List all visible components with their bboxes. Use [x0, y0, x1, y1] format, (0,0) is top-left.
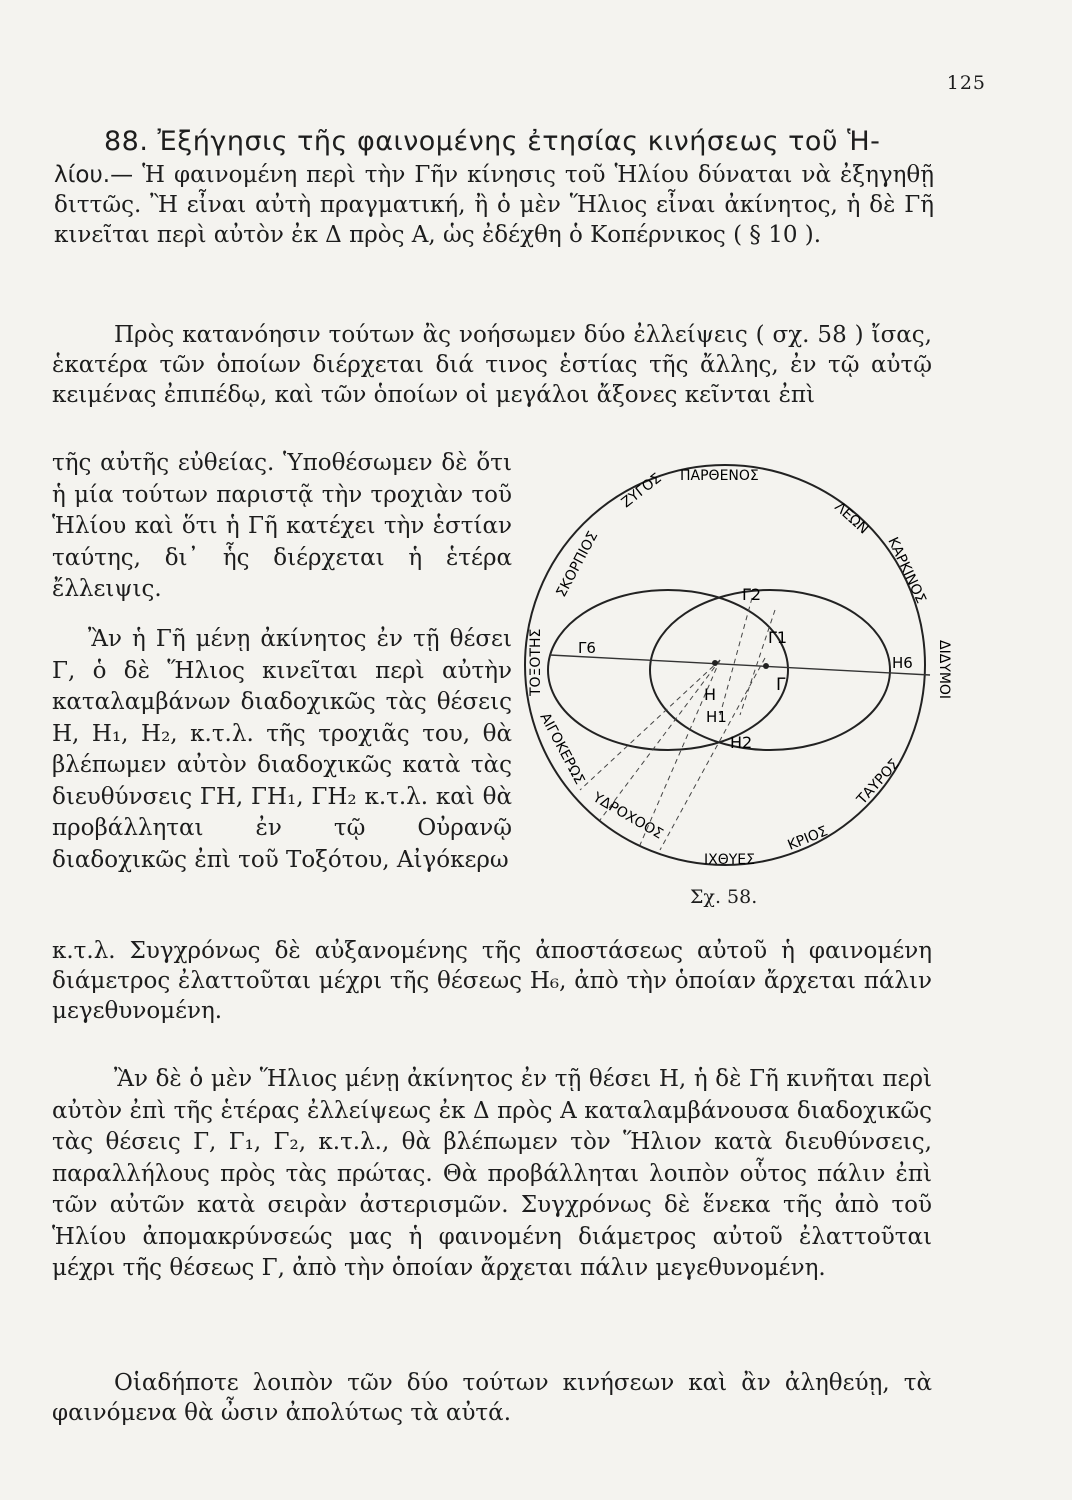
paragraph-5: Οἱαδήποτε λοιπὸν τῶν δύο τούτων κινήσεων καὶ ἂν ἀληθεύῃ, τὰ φαινόμενα θὰ ὦσιν ἀπολύτως τὰ αὐτά.	[52, 1370, 932, 1426]
section-title: 88. Ἐξήγησις τῆς φαινομένης ἐτησίας κινήσεως τοῦ Ἡ-	[104, 126, 881, 157]
zodiac-sagittarius: ΤΟΞΟΤΗΣ	[528, 628, 544, 696]
page-number: 125	[946, 72, 986, 94]
zodiac-cancer: ΚΑΡΚΙΝΟΣ	[884, 534, 929, 606]
paragraph-2: Πρὸς κατανόησιν τούτων ἂς νοήσωμεν δύο ἐλλείψεις ( σχ. 58 ) ἴσας, ἑκατέρα τῶν ὁποίων διέρχεται διά τινος ἑστίας τῆς ἄλλης, ἐν τῷ αὐτῷ κειμένας ἐπιπέδῳ, καὶ τῶν ὁποίων οἱ μεγάλοι ἄξονες κεῖνται ἐπὶ	[52, 322, 932, 408]
earth-orbit-ellipse	[548, 590, 788, 750]
column-text-2: Ἂν ἡ Γῆ μένῃ ἀκίνητος ἐν τῇ θέσει Γ, ὁ δὲ Ἥλιος κινεῖται περὶ αὐτὴν καταλαμβάνων διαδοχικῶς τὰς θέσεις Η, Η₁, Η₂, κ.τ.λ. τῆς τροχιᾶς του, θὰ βλέπωμεν αὐτὸν διαδοχικῶς κατὰ τὰς διευθύνσεις ΓΗ, ΓΗ₁, ΓΗ₂ κ.τ.λ. καὶ θὰ προβάλληται ἐν τῷ Οὐρανῷ διαδοχικῶς ἐπὶ τοῦ Τοξότου, Αἰγόκερω	[52, 626, 512, 873]
major-axis	[550, 655, 930, 675]
zodiac-aquarius: ΥΔΡΟΧΟΟΣ	[590, 789, 666, 843]
zodiac-gemini: ΔΙΔΥΜΟΙ	[936, 640, 952, 700]
paragraph-3: κ.τ.λ. Συγχρόνως δὲ αὐξανομένης τῆς ἀποστάσεως αὐτοῦ ἡ φαινομένη διάμετρος ἐλαττοῦται μέχρι τῆς θέσεως Η₆, ἀπὸ τὴν ὁποίαν ἄρχεται πάλιν μεγεθυνομένη.	[52, 938, 932, 1024]
label-g1: Γ1	[768, 628, 788, 647]
sight-line-6	[740, 610, 775, 715]
figure-58	[520, 460, 960, 930]
paragraph-4: Ἂν δὲ ὁ μὲν Ἥλιος μένῃ ἀκίνητος ἐν τῇ θέσει Η, ἡ δὲ Γῆ κινῆται περὶ αὐτὸν ἐπὶ τῆς ἑτέρας ἐλλείψεως ἐκ Δ πρὸς Α καταλαμβάνουσα διαδοχικῶς τὰς θέσεις Γ, Γ₁, Γ₂, κ.τ.λ., θὰ βλέπωμεν τὸν Ἥλιον κατὰ διευθύνσεις, παραλλήλους πρὸς τὰς πρώτας. Θὰ προβάλληται λοιπὸν οὗτος πάλιν ἐπὶ τῶν αὐτῶν κατὰ σειρὰν ἀστερισμῶν. Συγχρόνως δὲ ἕνεκα τῆς ἀπὸ τοῦ Ἡλίου ἀπομακρύνσεώς μας ἡ φαινομένη διάμετρος αὐτοῦ ἐλαττοῦται μέχρι τῆς θέσεως Γ, ἀπὸ τὴν ὁποίαν ἄρχεται πάλιν μεγεθυνομένη.	[52, 1066, 932, 1281]
label-h2: Η2	[730, 733, 753, 752]
zodiac-pisces: ΙΧΘΥΕΣ	[704, 852, 755, 868]
zodiac-aries: ΚΡΙΟΣ	[785, 823, 831, 854]
figure-caption: Σχ. 58.	[690, 886, 758, 908]
point-h	[712, 660, 718, 666]
paragraph-lead: λίου.—	[54, 162, 134, 188]
label-h6: Η6	[892, 654, 913, 672]
paragraph-1-text: Ἡ φαινομένη περὶ τὴν Γῆν κίνησις τοῦ Ἡλίου δύναται νὰ ἐξηγηθῇ διττῶς. Ἢ εἶναι αὐτὴ πραγματική, ἢ ὁ μὲν Ἥλιος εἶναι ἀκίνητος, ἡ δὲ Γῆ κινεῖται περὶ αὐτὸν ἐκ Δ πρὸς Α, ὡς ἐδέχθη ὁ Κοπέρνικος ( § 10 ).	[54, 162, 934, 248]
sun-orbit-ellipse	[650, 590, 890, 750]
zodiac-virgo: ΠΑΡΘΕΝΟΣ	[680, 468, 759, 484]
point-g	[763, 663, 769, 669]
paragraph-1	[54, 160, 934, 250]
label-h1: Η1	[706, 708, 727, 726]
label-g: Γ	[776, 675, 786, 695]
label-h: Η	[704, 685, 717, 704]
sight-line-5	[720, 598, 752, 715]
zodiac-capricorn: ΑΙΓΟΚΕΡΩΣ	[536, 710, 588, 788]
zodiac-leo: ΛΕΩΝ	[831, 499, 872, 538]
sight-line-2	[600, 660, 720, 820]
zodiac-libra: ΖΥΓΟΣ	[618, 470, 665, 512]
label-g2: Γ2	[742, 585, 762, 604]
label-g6: Γ6	[578, 639, 596, 657]
column-text-1: τῆς αὐτῆς εὐθείας. Ὑποθέσωμεν δὲ ὅτι ἡ μία τούτων παριστᾷ τὴν τροχιὰν τοῦ Ἡλίου καὶ ὅτι ἡ Γῆ κατέχει τὴν ἑστίαν ταύτης, δι᾽ ἧς διέρχεται ἡ ἑτέρα ἔλλειψις.	[52, 450, 512, 602]
zodiac-scorpio: ΣΚΟΡΠΙΟΣ	[553, 528, 602, 600]
zodiac-taurus: ΤΑΥΡΟΣ	[854, 756, 903, 808]
